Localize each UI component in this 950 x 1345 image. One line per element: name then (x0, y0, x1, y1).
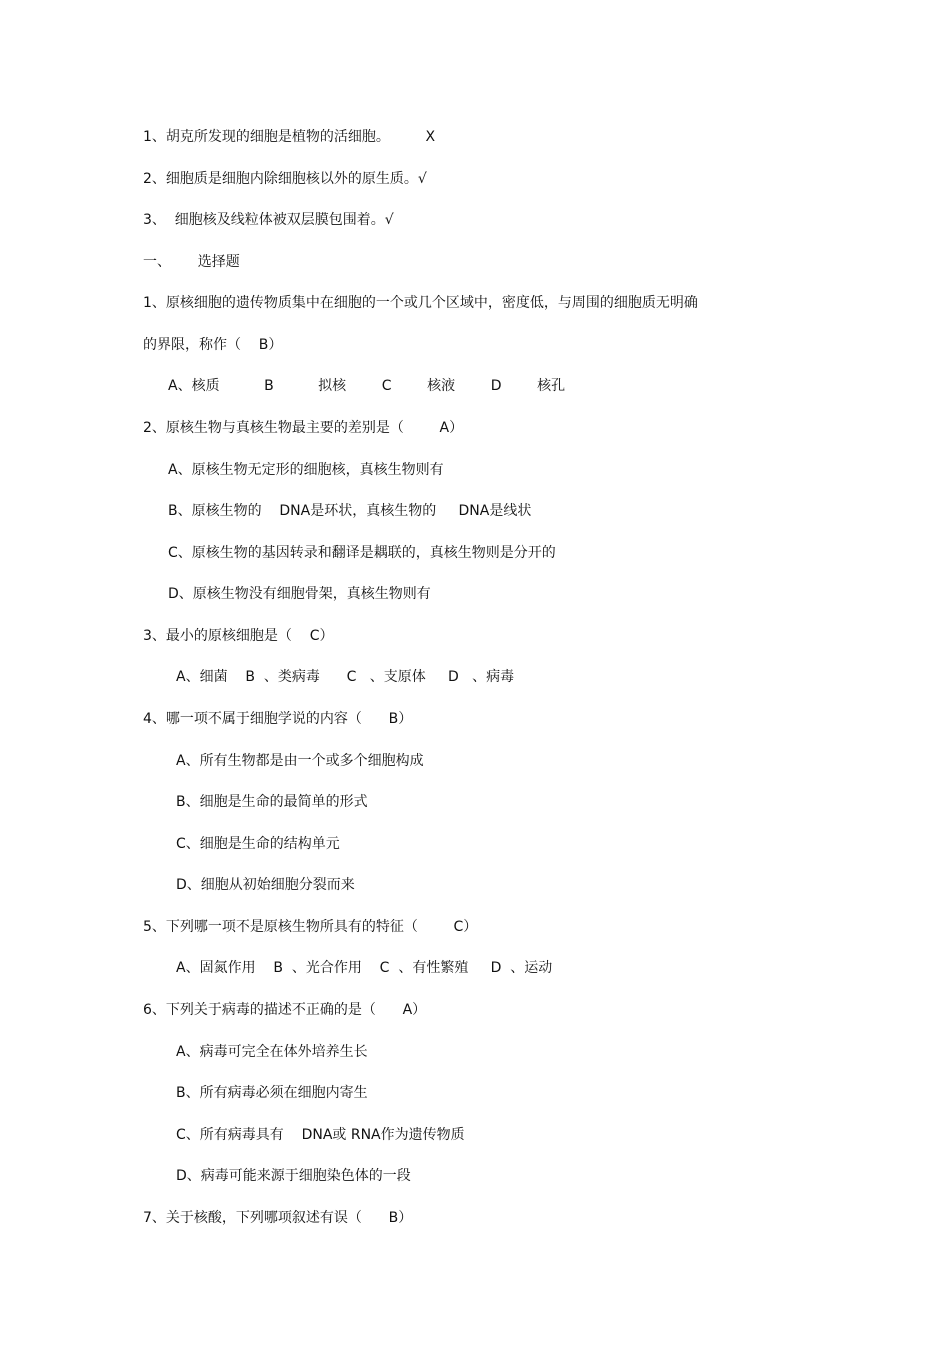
question-4-option-b: B、细胞是生命的最简单的形式 (176, 794, 368, 810)
question-6-option-d: D、病毒可能来源于细胞染色体的一段 (176, 1168, 411, 1184)
question-3-stem: 3、最小的原核细胞是（ C） (143, 628, 334, 644)
question-4-option-d: D、细胞从初始细胞分裂而来 (176, 877, 355, 893)
question-2-option-a: A、原核生物无定形的细胞核，真核生物则有 (168, 462, 444, 478)
question-2-stem: 2、原核生物与真核生物最主要的差别是（ A） (143, 420, 464, 436)
question-4-option-c: C、细胞是生命的结构单元 (176, 836, 340, 852)
question-6-option-b: B、所有病毒必须在细胞内寄生 (176, 1085, 368, 1101)
judgment-item-2: 2、细胞质是细胞内除细胞核以外的原生质。√ (143, 171, 427, 187)
question-1-stem-line-1: 1、原核细胞的遗传物质集中在细胞的一个或几个区域中，密度低，与周围的细胞质无明确 (143, 295, 698, 311)
question-6-stem: 6、下列关于病毒的描述不正确的是（ A） (143, 1002, 427, 1018)
question-1-options: A、核质 B 拟核 C 核液 D 核孔 (168, 378, 566, 394)
question-5-stem: 5、下列哪一项不是原核生物所具有的特征（ C） (143, 919, 478, 935)
question-3-options: A、细菌 B 、类病毒 C 、支原体 D 、病毒 (176, 669, 515, 685)
question-4-stem: 4、哪一项不属于细胞学说的内容（ B） (143, 711, 413, 727)
question-1-stem-line-2: 的界限，称作（ B） (143, 337, 283, 353)
question-6-option-c: C、所有病毒具有 DNA或 RNA作为遗传物质 (176, 1127, 465, 1143)
question-4-option-a: A、所有生物都是由一个或多个细胞构成 (176, 753, 424, 769)
question-7-stem: 7、关于核酸，下列哪项叙述有误（ B） (143, 1210, 413, 1226)
section-heading: 一、 选择题 (143, 254, 240, 270)
question-2-option-d: D、原核生物没有细胞骨架，真核生物则有 (168, 586, 431, 602)
question-2-option-c: C、原核生物的基因转录和翻译是耦联的，真核生物则是分开的 (168, 545, 556, 561)
judgment-item-1: 1、胡克所发现的细胞是植物的活细胞。 X (143, 129, 436, 145)
question-2-option-b: B、原核生物的 DNA是环状，真核生物的 DNA是线状 (168, 503, 532, 519)
judgment-item-3: 3、 细胞核及线粒体被双层膜包围着。√ (143, 212, 394, 228)
question-6-option-a: A、病毒可完全在体外培养生长 (176, 1044, 368, 1060)
question-5-options: A、固氮作用 B 、光合作用 C 、有性繁殖 D 、运动 (176, 960, 553, 976)
